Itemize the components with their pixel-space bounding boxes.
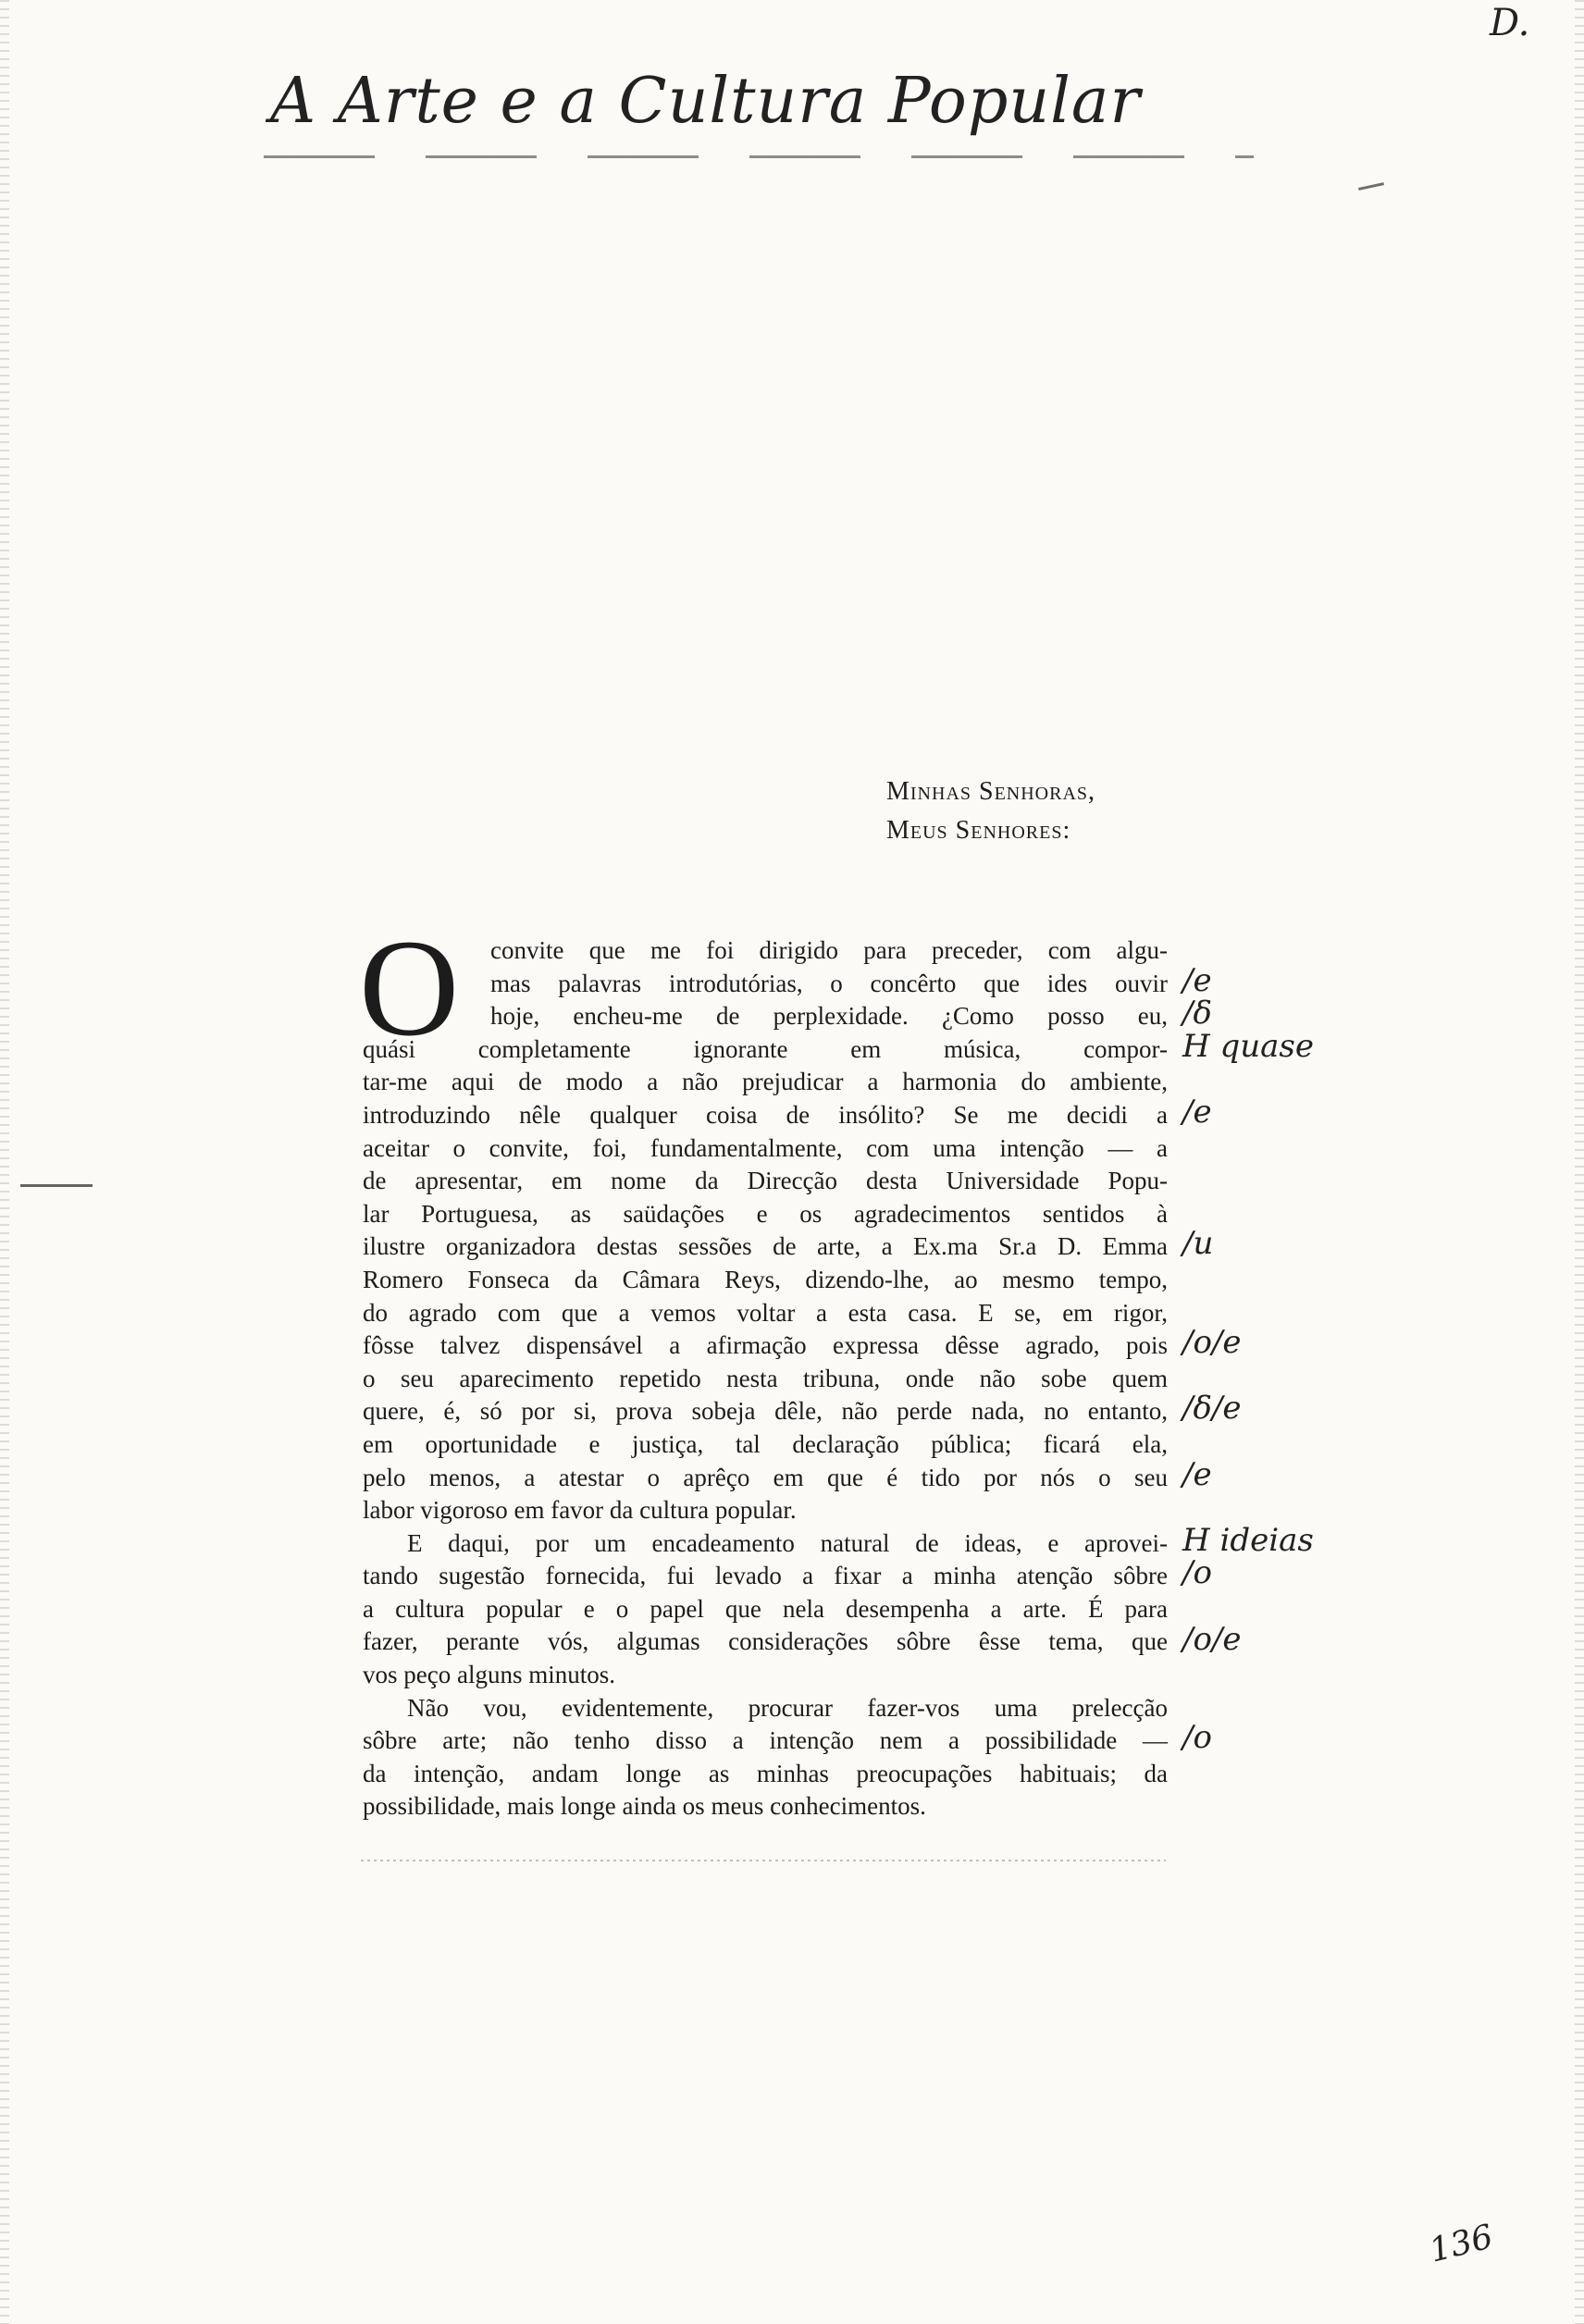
corner-mark: D. [1490, 2, 1530, 44]
text-line: fazer, perante vós, algumas considerações sôbre êsse tema, que [363, 1627, 1168, 1656]
margin-note: /δ [1182, 995, 1212, 1032]
body-text [359, 911, 1168, 1823]
margin-note: /e [1182, 1455, 1212, 1493]
margin-note: /u [1182, 1225, 1214, 1263]
text-line: em oportunidade e justiça, tal declaração pública; ficará ela, [363, 1429, 1168, 1458]
text-line: Romero Fonseca da Câmara Reys, dizendo-lhe, ao mesmo tempo, [363, 1265, 1168, 1293]
text-line: Não vou, evidentemente, procurar fazer-vos uma prelecção [407, 1693, 1168, 1722]
margin-note: /o/e [1182, 1620, 1242, 1658]
text-line: possibilidade, mais longe ainda os meus conhecimentos. [363, 1792, 926, 1821]
text-line: quási completamente ignorante em música, compor- [363, 1034, 1168, 1063]
right-scan-edge [1575, 0, 1584, 2324]
text-line: lar Portuguesa, as saüdações e os agradecimentos sentidos à [363, 1199, 1168, 1228]
salutation-line: Meus Senhores: [886, 816, 1071, 845]
page-number: 136 [1426, 2218, 1497, 2270]
text-line: labor vigoroso em favor da cultura popular. [363, 1496, 797, 1525]
text-line: tando sugestão fornecida, fui levado a fixar a minha atenção sôbre [363, 1562, 1168, 1590]
text-line: fôsse talvez dispensável a afirmação expressa dêsse agrado, pois [363, 1331, 1168, 1360]
salutation-line: Minhas Senhoras, [886, 777, 1096, 806]
text-line: E daqui, por um encadeamento natural de ideas, e aprovei- [407, 1528, 1168, 1557]
text-line: do agrado com que a vemos voltar a esta casa. E se, em rigor, [363, 1298, 1168, 1327]
handwritten-title: A Arte e a Cultura Popular [270, 65, 1141, 138]
margin-note: /e [1182, 1094, 1212, 1131]
text-line: pelo menos, a atestar o aprêço em que é tido por nós o seu [363, 1463, 1168, 1491]
left-scan-edge [0, 0, 9, 2324]
bottom-rule [361, 1860, 1166, 1861]
margin-note: /e [1182, 961, 1212, 999]
margin-note: /o [1182, 1554, 1212, 1592]
text-line: a cultura popular e o papel que nela desempenha a arte. É para [363, 1594, 1168, 1623]
text-line: introduzindo nêle qualquer coisa de insólito? Se me decidi a [363, 1100, 1168, 1129]
margin-note: H ideias [1182, 1521, 1314, 1559]
text-line: aceitar o convite, foi, fundamentalmente, com uma intenção — a [363, 1133, 1168, 1162]
drop-cap: O [359, 911, 460, 1065]
text-line: hoje, encheu-me de perplexidade. ¿Como posso eu, [490, 1002, 1168, 1031]
salutation [886, 773, 1095, 850]
text-line: vos peço alguns minutos. [363, 1661, 615, 1689]
margin-note: /δ/e [1182, 1390, 1242, 1428]
margin-note: /o [1182, 1719, 1212, 1757]
margin-note: H quase [1182, 1027, 1314, 1065]
margin-note: /o/e [1182, 1324, 1242, 1362]
text-line: tar-me aqui de modo a não prejudicar a harmonia do ambiente, [363, 1068, 1168, 1096]
text-line: de apresentar, em nome da Direcção desta Universidade Popu- [363, 1167, 1168, 1195]
text-line: quere, é, só por si, prova sobeja dêle, não perde nada, no entanto, [363, 1397, 1168, 1426]
text-line: sôbre arte; não tenho disso a intenção nem a possibilidade — [363, 1726, 1168, 1755]
margin-tick [1358, 182, 1384, 191]
text-line: ilustre organizadora destas sessões de arte, a Ex.ma Sr.a D. Emma [363, 1232, 1168, 1261]
text-line: da intenção, andam longe as minhas preocupações habituais; da [363, 1759, 1168, 1787]
text-line: o seu aparecimento repetido nesta tribuna, onde não sobe quem [363, 1364, 1168, 1392]
margin-dash [20, 1184, 93, 1187]
text-line: mas palavras introdutórias, o concêrto que ides ouvir [490, 969, 1168, 997]
title-underline [264, 155, 1254, 158]
text-line: convite que me foi dirigido para preceder, com algu- [490, 936, 1168, 964]
